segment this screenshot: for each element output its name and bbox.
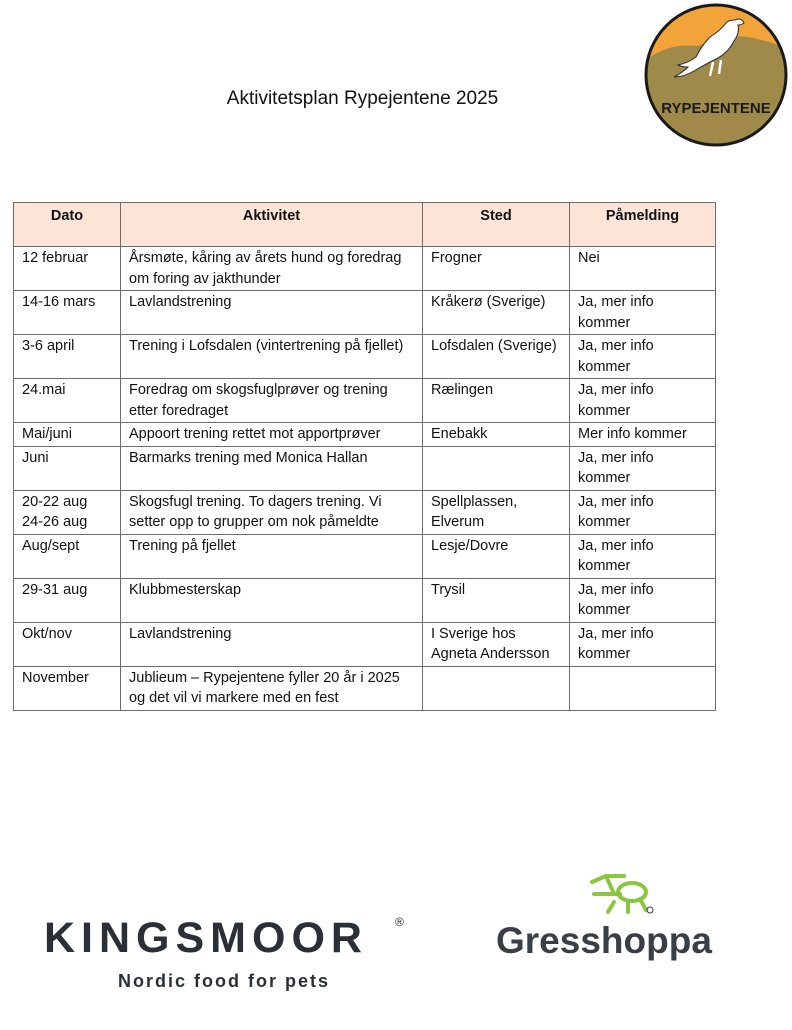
table-row bbox=[14, 423, 716, 447]
cell-aktivitet: Skogsfugl trening. To dagers trening. Vi setter opp to grupper om nok påmeldte bbox=[121, 490, 423, 534]
header-aktivitet: Aktivitet bbox=[121, 203, 423, 247]
kingsmoor-name: KINGSMOOR bbox=[44, 914, 368, 962]
cell-aktivitet: Trening på fjellet bbox=[121, 534, 423, 578]
cell-sted bbox=[423, 446, 570, 490]
cell-dato bbox=[14, 490, 121, 534]
header-pamelding: Påmelding bbox=[570, 203, 716, 247]
cell-dato: Mai/juni bbox=[14, 423, 121, 447]
table-row bbox=[14, 335, 716, 379]
table-header-row bbox=[14, 203, 716, 247]
cell-sted: Lesje/Dovre bbox=[423, 534, 570, 578]
cell-dato: 29-31 aug bbox=[14, 578, 121, 622]
cell-sted bbox=[423, 666, 570, 710]
cell-sted: Enebakk bbox=[423, 423, 570, 447]
cell-aktivitet: Trening i Lofsdalen (vintertrening på fjellet) bbox=[121, 335, 423, 379]
cell-sted: Trysil bbox=[423, 578, 570, 622]
table-row bbox=[14, 490, 716, 534]
cell-dato: 3-6 april bbox=[14, 335, 121, 379]
cell-aktivitet: Lavlandstrening bbox=[121, 622, 423, 666]
grasshopper-icon bbox=[584, 872, 656, 916]
logo-text: RYPEJENTENE bbox=[661, 100, 771, 117]
cell-sted: Spellplassen, Elverum bbox=[423, 490, 570, 534]
cell-pamelding: Ja, mer info kommer bbox=[570, 291, 716, 335]
cell-aktivitet: Lavlandstrening bbox=[121, 291, 423, 335]
cell-aktivitet: Jublieum – Rypejentene fyller 20 år i 2025 og det vil vi markere med en fest bbox=[121, 666, 423, 710]
cell-dato-line-2: 24-26 aug bbox=[22, 514, 88, 530]
table-row bbox=[14, 379, 716, 423]
cell-dato: Aug/sept bbox=[14, 534, 121, 578]
cell-sted: I Sverige hos Agneta Andersson bbox=[423, 622, 570, 666]
cell-pamelding: Ja, mer info kommer bbox=[570, 622, 716, 666]
cell-aktivitet: Barmarks trening med Monica Hallan bbox=[121, 446, 423, 490]
registered-mark: ® bbox=[395, 915, 404, 929]
table-row bbox=[14, 534, 716, 578]
cell-dato: 12 februar bbox=[14, 247, 121, 291]
table-row bbox=[14, 622, 716, 666]
cell-dato: 24.mai bbox=[14, 379, 121, 423]
table-row bbox=[14, 291, 716, 335]
cell-pamelding: Ja, mer info kommer bbox=[570, 490, 716, 534]
cell-pamelding: Ja, mer info kommer bbox=[570, 534, 716, 578]
cell-sted: Kråkerø (Sverige) bbox=[423, 291, 570, 335]
cell-aktivitet: Årsmøte, kåring av årets hund og foredrag om foring av jakthunder bbox=[121, 247, 423, 291]
header-dato: Dato bbox=[14, 203, 121, 247]
table-row bbox=[14, 247, 716, 291]
cell-sted: Rælingen bbox=[423, 379, 570, 423]
cell-pamelding: Ja, mer info kommer bbox=[570, 446, 716, 490]
cell-pamelding: Mer info kommer bbox=[570, 423, 716, 447]
cell-pamelding bbox=[570, 666, 716, 710]
cell-dato: 14-16 mars bbox=[14, 291, 121, 335]
cell-dato: Juni bbox=[14, 446, 121, 490]
gresshoppa-logo bbox=[496, 868, 756, 968]
cell-aktivitet: Foredrag om skogsfuglprøver og trening etter foredraget bbox=[121, 379, 423, 423]
kingsmoor-logo bbox=[44, 914, 424, 1004]
cell-pamelding: Ja, mer info kommer bbox=[570, 379, 716, 423]
cell-sted: Frogner bbox=[423, 247, 570, 291]
table-row bbox=[14, 446, 716, 490]
cell-aktivitet: Klubbmesterskap bbox=[121, 578, 423, 622]
cell-dato: November bbox=[14, 666, 121, 710]
page-title: Aktivitetsplan Rypejentene 2025 bbox=[226, 88, 499, 109]
cell-dato: Okt/nov bbox=[14, 622, 121, 666]
cell-pamelding: Ja, mer info kommer bbox=[570, 335, 716, 379]
cell-pamelding: Nei bbox=[570, 247, 716, 291]
table-row bbox=[14, 578, 716, 622]
rypejentene-logo bbox=[643, 2, 789, 148]
cell-pamelding: Ja, mer info kommer bbox=[570, 578, 716, 622]
activity-table bbox=[13, 202, 716, 711]
kingsmoor-tagline: Nordic food for pets bbox=[118, 971, 330, 991]
table-row bbox=[14, 666, 716, 710]
cell-dato-line-1: 20-22 aug bbox=[22, 493, 88, 510]
cell-sted: Lofsdalen (Sverige) bbox=[423, 335, 570, 379]
gresshoppa-name: Gresshoppa bbox=[496, 920, 712, 961]
header-sted: Sted bbox=[423, 203, 570, 247]
cell-aktivitet: Appoort trening rettet mot apportprøver bbox=[121, 423, 423, 447]
